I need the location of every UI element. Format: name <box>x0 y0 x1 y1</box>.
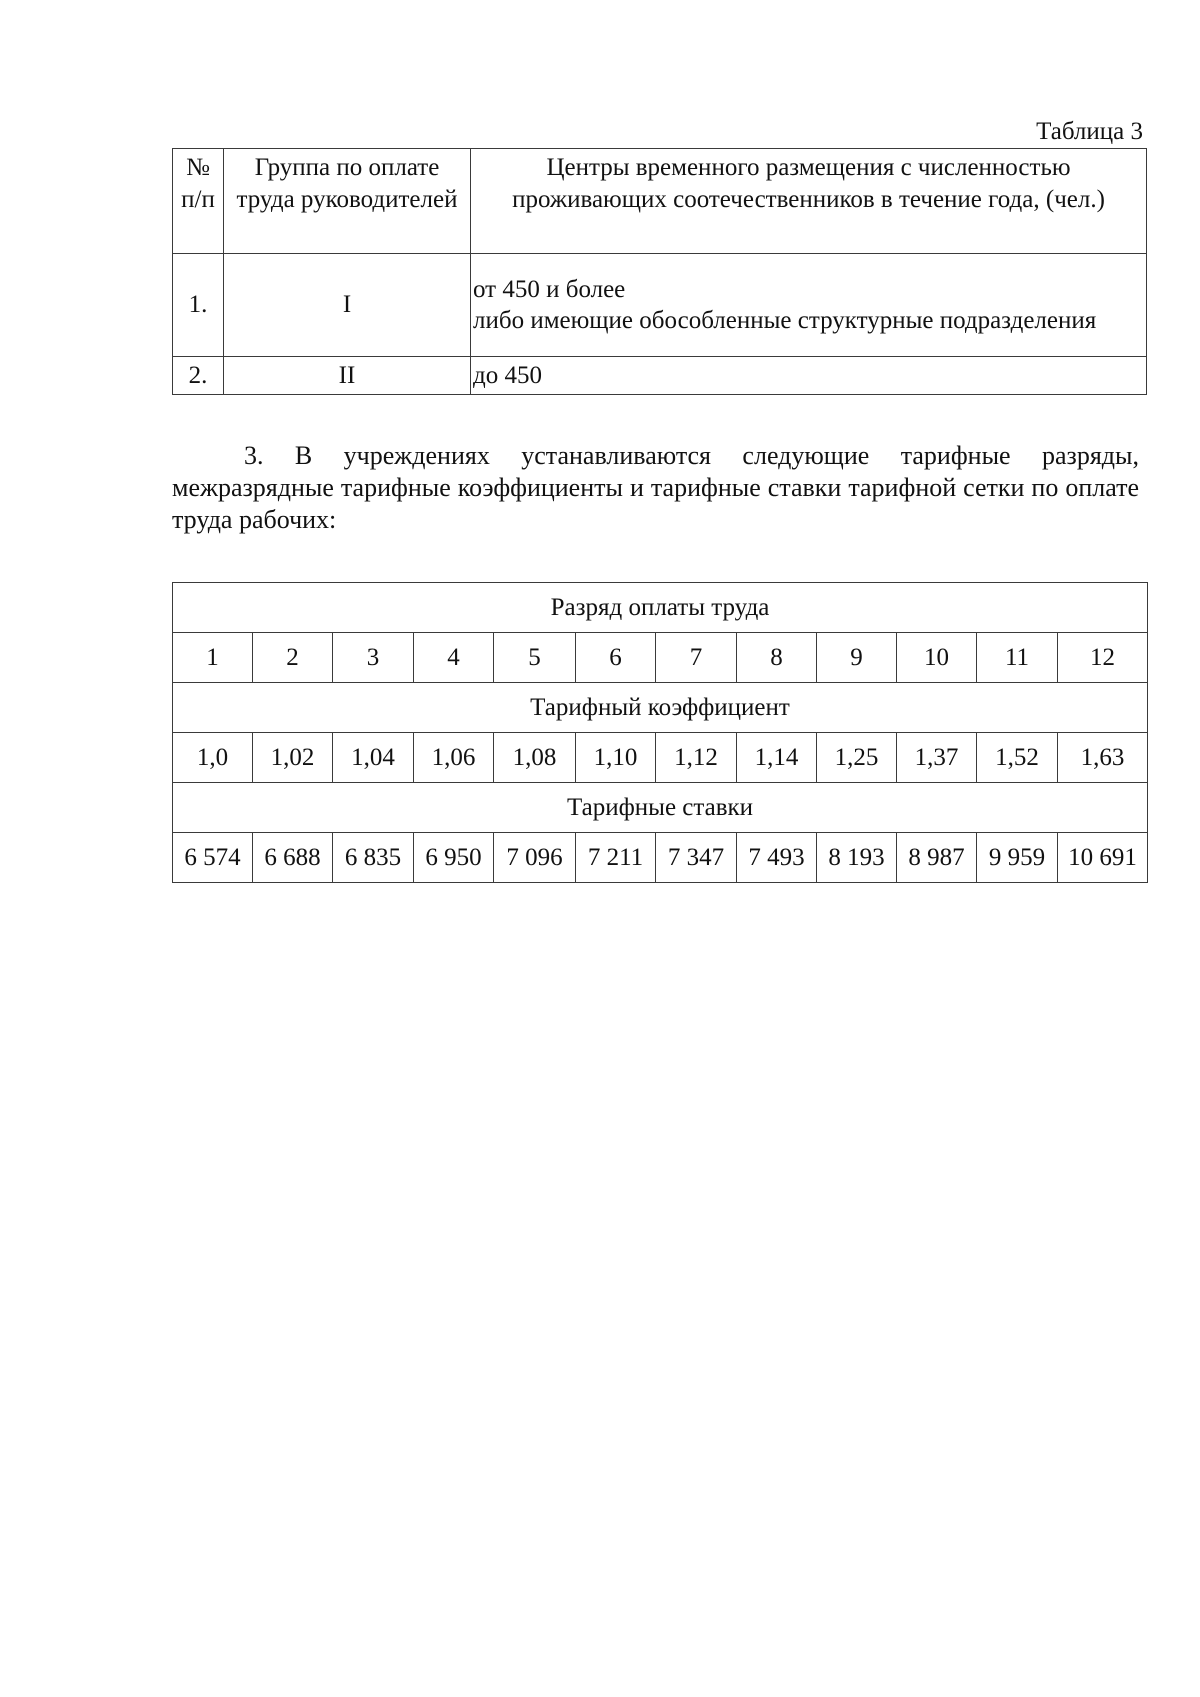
grade-title-row <box>173 583 1148 633</box>
row-num-cell: 1. <box>173 254 224 357</box>
grade-cell: 8 <box>737 633 817 683</box>
coef-cell: 1,63 <box>1058 733 1148 783</box>
desc-line: от 450 и более <box>473 275 626 303</box>
rate-cell: 8 987 <box>897 833 977 883</box>
row-desc-cell <box>471 254 1147 357</box>
grade-cell: 2 <box>253 633 333 683</box>
table-3-label: Таблица 3 <box>1036 118 1143 145</box>
header-num: № п/п <box>173 149 224 254</box>
coef-cell: 1,04 <box>333 733 414 783</box>
grade-cell: 12 <box>1058 633 1148 683</box>
coef-cell: 1,14 <box>737 733 817 783</box>
rate-cell: 7 347 <box>656 833 737 883</box>
grades-row <box>173 633 1148 683</box>
grade-cell: 11 <box>977 633 1058 683</box>
row-desc-cell: до 450 <box>471 357 1147 395</box>
rate-cell: 6 835 <box>333 833 414 883</box>
grade-cell: 1 <box>173 633 253 683</box>
header-group: Группа по оплате труда руководителей <box>224 149 471 254</box>
grade-cell: 7 <box>656 633 737 683</box>
rate-cell: 6 950 <box>414 833 494 883</box>
header-centers: Центры временного размещения с численностью проживающих соотечественников в течение года, (чел.) <box>471 149 1147 254</box>
coef-title: Тарифный коэффициент <box>173 683 1148 733</box>
coef-cell: 1,12 <box>656 733 737 783</box>
desc-line: либо имеющие обособленные структурные подразделения <box>473 307 1097 334</box>
rate-cell: 7 211 <box>576 833 656 883</box>
grade-cell: 9 <box>817 633 897 683</box>
table-row <box>173 357 1147 395</box>
rate-cell: 6 574 <box>173 833 253 883</box>
table-header-row <box>173 149 1147 254</box>
rates-row <box>173 833 1148 883</box>
row-num-cell: 2. <box>173 357 224 395</box>
coef-cell: 1,08 <box>494 733 576 783</box>
grade-cell: 10 <box>897 633 977 683</box>
coef-cell: 1,52 <box>977 733 1058 783</box>
tariff-grid-table <box>172 582 1148 883</box>
rates-title-row <box>173 783 1148 833</box>
rate-cell: 10 691 <box>1058 833 1148 883</box>
coef-cell: 1,06 <box>414 733 494 783</box>
row-group-cell: I <box>224 254 471 357</box>
coef-cell: 1,25 <box>817 733 897 783</box>
coef-cell: 1,0 <box>173 733 253 783</box>
coefficients-row <box>173 733 1148 783</box>
grade-cell: 4 <box>414 633 494 683</box>
grade-title: Разряд оплаты труда <box>173 583 1148 633</box>
rate-cell: 6 688 <box>253 833 333 883</box>
grade-cell: 5 <box>494 633 576 683</box>
coef-cell: 1,37 <box>897 733 977 783</box>
rate-cell: 9 959 <box>977 833 1058 883</box>
grade-cell: 6 <box>576 633 656 683</box>
centers-group-table <box>172 148 1147 395</box>
table-row <box>173 254 1147 357</box>
coef-cell: 1,10 <box>576 733 656 783</box>
coef-title-row <box>173 683 1148 733</box>
row-group-cell: II <box>224 357 471 395</box>
coef-cell: 1,02 <box>253 733 333 783</box>
body-paragraph: 3. В учреждениях устанавливаются следующие тарифные разряды, межразрядные тарифные коэффициенты и тарифные ставки тарифной сетки по оплате труда рабочих: <box>172 441 1139 534</box>
rate-cell: 7 493 <box>737 833 817 883</box>
rates-title: Тарифные ставки <box>173 783 1148 833</box>
grade-cell: 3 <box>333 633 414 683</box>
rate-cell: 7 096 <box>494 833 576 883</box>
rate-cell: 8 193 <box>817 833 897 883</box>
